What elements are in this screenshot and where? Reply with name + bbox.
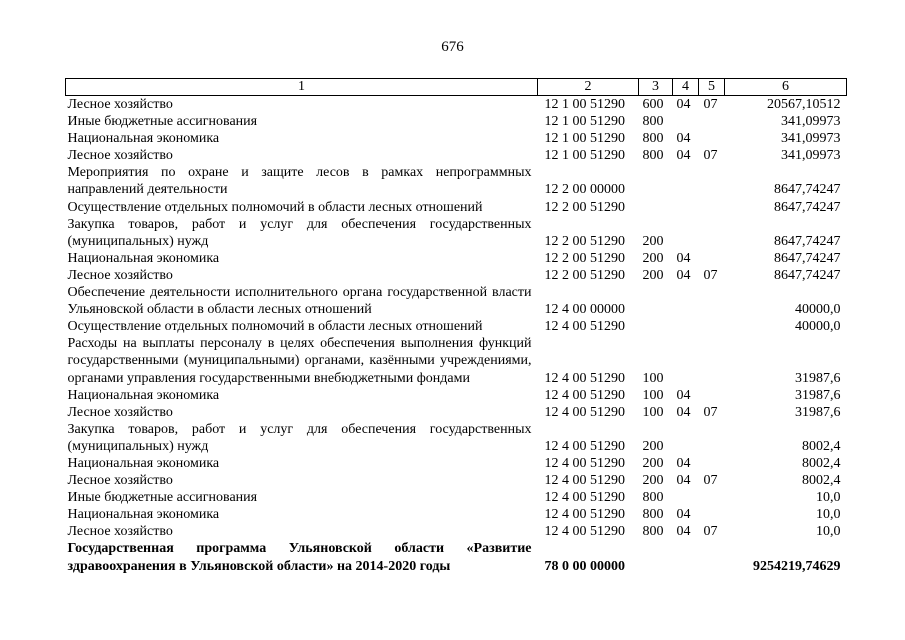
row-subsection [699, 318, 725, 335]
row-section: 04 [676, 131, 691, 147]
row-code: 78 0 00 00000 [544, 558, 625, 574]
row-expense-type [639, 199, 673, 216]
row-subsection: 07 [703, 473, 718, 489]
row-amount: 8647,74247 [774, 199, 841, 215]
row-amount: 8647,74247 [774, 267, 841, 283]
row-expense-type: 200 [642, 233, 664, 249]
row-name: Национальная экономика [67, 455, 220, 471]
row-subsection [699, 455, 725, 472]
row-name: Мероприятия по охране и защите лесов в рамках непрограммных направлений деятельности [67, 165, 532, 198]
row-subsection [699, 421, 725, 455]
row-expense-type: 200 [642, 438, 664, 454]
row-code: 12 4 00 00000 [544, 302, 625, 318]
row-name: Лесное хозяйство [67, 97, 173, 112]
row-expense-type: 200 [642, 473, 664, 489]
table-row [66, 421, 847, 455]
row-code: 12 4 00 51290 [544, 473, 625, 489]
row-subsection: 07 [703, 97, 718, 112]
row-expense-type: 600 [642, 97, 664, 112]
row-amount: 40000,0 [795, 302, 841, 318]
row-name: Расходы на выплаты персоналу в целях обеспечения выполнения функций государственными (муниципальными) органами, казёнными учреждениями, органами управления государственными внебюджетными фондами [67, 336, 532, 386]
row-section: 04 [676, 148, 691, 164]
row-expense-type: 100 [642, 404, 664, 420]
row-amount: 10,0 [816, 490, 841, 506]
budget-table [65, 78, 847, 575]
row-name: Осуществление отдельных полномочий в области лесных отношений [67, 199, 483, 215]
row-subsection: 07 [703, 267, 718, 283]
row-subsection [699, 489, 725, 506]
row-section [673, 284, 699, 318]
table-row [66, 130, 847, 147]
table-row [66, 404, 847, 421]
table-header-row [66, 79, 847, 96]
row-name: Национальная экономика [67, 250, 220, 266]
row-expense-type: 800 [642, 524, 664, 540]
table-row [66, 335, 847, 386]
row-amount: 10,0 [816, 524, 841, 540]
row-section: 04 [676, 404, 691, 420]
row-subsection: 07 [703, 404, 718, 420]
row-amount: 8002,4 [802, 455, 841, 471]
row-name: Национальная экономика [67, 507, 220, 523]
row-section [673, 113, 699, 130]
table-row [66, 216, 847, 250]
table-row [66, 318, 847, 335]
row-expense-type: 800 [642, 490, 664, 506]
table-row [66, 250, 847, 267]
row-amount: 31987,6 [795, 370, 841, 386]
header-col-1: 1 [66, 79, 538, 96]
row-subsection [699, 164, 725, 198]
row-expense-type: 100 [642, 370, 664, 386]
row-code: 12 4 00 51290 [544, 524, 625, 540]
row-section: 04 [676, 524, 691, 540]
row-amount: 8647,74247 [774, 182, 841, 198]
row-section: 04 [676, 507, 691, 523]
row-subsection [699, 506, 725, 523]
row-amount: 40000,0 [795, 319, 841, 335]
row-section: 04 [676, 473, 691, 489]
row-amount: 341,09973 [781, 131, 841, 147]
row-code: 12 1 00 51290 [544, 131, 625, 147]
header-col-5: 5 [699, 79, 725, 96]
row-expense-type: 800 [642, 131, 664, 147]
row-subsection [699, 113, 725, 130]
row-section [673, 199, 699, 216]
table-row [66, 199, 847, 216]
row-expense-type: 200 [642, 267, 664, 283]
table-row [66, 284, 847, 318]
header-col-2: 2 [538, 79, 639, 96]
row-name: Национальная экономика [67, 131, 220, 147]
table-row [66, 113, 847, 130]
row-amount: 8002,4 [802, 473, 841, 489]
table-row [66, 472, 847, 489]
row-code: 12 4 00 51290 [544, 387, 625, 403]
row-section: 04 [676, 387, 691, 403]
row-subsection [699, 387, 725, 404]
row-amount: 20567,10512 [767, 97, 841, 112]
row-code: 12 2 00 00000 [544, 182, 625, 198]
table-body [66, 96, 847, 575]
row-name: Государственная программа Ульяновской области «Развитие здравоохранения в Ульяновской области» на 2014-2020 годы [67, 541, 532, 574]
row-amount: 10,0 [816, 507, 841, 523]
row-code: 12 4 00 51290 [544, 438, 625, 454]
table-row [66, 96, 847, 114]
row-code: 12 4 00 51290 [544, 455, 625, 471]
row-code: 12 2 00 51290 [544, 250, 625, 266]
row-section [673, 216, 699, 250]
row-amount: 8002,4 [802, 438, 841, 454]
row-expense-type: 800 [642, 507, 664, 523]
row-code: 12 4 00 51290 [544, 507, 625, 523]
header-col-3: 3 [639, 79, 673, 96]
row-expense-type [639, 164, 673, 198]
row-section [673, 489, 699, 506]
row-section [673, 540, 699, 574]
row-section: 04 [676, 250, 691, 266]
row-expense-type: 800 [642, 114, 664, 130]
page-number: 676 [441, 39, 464, 55]
row-code: 12 2 00 51290 [544, 199, 625, 215]
row-expense-type [639, 540, 673, 574]
row-section: 04 [676, 455, 691, 471]
row-section [673, 335, 699, 386]
row-name: Лесное хозяйство [67, 404, 173, 420]
table-row [66, 540, 847, 574]
row-amount: 9254219,74629 [753, 558, 841, 574]
row-code: 12 1 00 51290 [544, 148, 625, 164]
header-col-6: 6 [725, 79, 847, 96]
row-code: 12 1 00 51290 [544, 114, 625, 130]
table-row [66, 523, 847, 540]
row-name: Лесное хозяйство [67, 473, 173, 489]
row-name: Закупка товаров, работ и услуг для обеспечения государственных (муниципальных) нужд [67, 421, 532, 454]
table-row [66, 164, 847, 198]
row-subsection [699, 284, 725, 318]
row-name: Лесное хозяйство [67, 267, 173, 283]
row-subsection [699, 335, 725, 386]
row-amount: 341,09973 [781, 148, 841, 164]
row-name: Лесное хозяйство [67, 148, 173, 164]
row-section [673, 318, 699, 335]
row-section: 04 [676, 97, 691, 112]
row-name: Осуществление отдельных полномочий в области лесных отношений [67, 319, 483, 335]
row-expense-type: 100 [642, 387, 664, 403]
row-subsection [699, 250, 725, 267]
row-code: 12 4 00 51290 [544, 319, 625, 335]
header-col-4: 4 [673, 79, 699, 96]
row-name: Лесное хозяйство [67, 524, 173, 540]
row-expense-type: 800 [642, 148, 664, 164]
row-code: 12 2 00 51290 [544, 267, 625, 283]
row-amount: 31987,6 [795, 387, 841, 403]
row-name: Иные бюджетные ассигнования [67, 490, 258, 506]
row-name: Обеспечение деятельности исполнительного органа государственной власти Ульяновской области в области лесных отношений [67, 285, 532, 318]
row-code: 12 4 00 51290 [544, 490, 625, 506]
row-section [673, 164, 699, 198]
row-amount: 31987,6 [795, 404, 841, 420]
row-code: 12 2 00 51290 [544, 233, 625, 249]
row-expense-type [639, 284, 673, 318]
row-subsection: 07 [703, 524, 718, 540]
row-code: 12 4 00 51290 [544, 404, 625, 420]
row-subsection [699, 216, 725, 250]
row-subsection: 07 [703, 148, 718, 164]
row-expense-type: 200 [642, 250, 664, 266]
row-code: 12 4 00 51290 [544, 370, 625, 386]
row-subsection [699, 130, 725, 147]
table-row [66, 387, 847, 404]
row-name: Иные бюджетные ассигнования [67, 114, 258, 130]
row-subsection [699, 540, 725, 574]
row-expense-type [639, 318, 673, 335]
row-subsection [699, 199, 725, 216]
row-name: Закупка товаров, работ и услуг для обеспечения государственных (муниципальных) нужд [67, 216, 532, 249]
row-section [673, 421, 699, 455]
row-section: 04 [676, 267, 691, 283]
table-row [66, 489, 847, 506]
row-expense-type: 200 [642, 455, 664, 471]
row-name: Национальная экономика [67, 387, 220, 403]
table-row [66, 267, 847, 284]
table-row [66, 147, 847, 164]
row-amount: 341,09973 [781, 114, 841, 130]
row-code: 12 1 00 51290 [544, 97, 625, 112]
row-amount: 8647,74247 [774, 233, 841, 249]
table-row [66, 455, 847, 472]
row-amount: 8647,74247 [774, 250, 841, 266]
table-row [66, 506, 847, 523]
